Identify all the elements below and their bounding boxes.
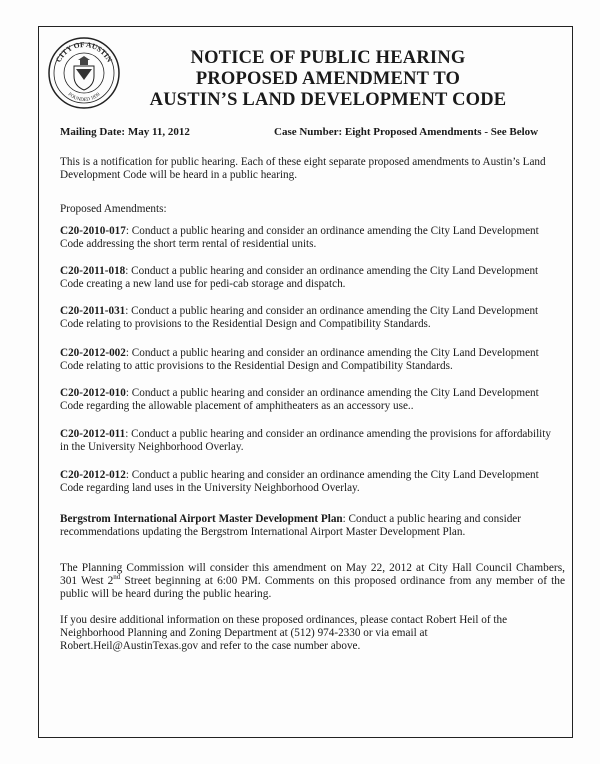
amendment-id: C20-2011-031 [60,305,126,317]
city-seal-icon [47,36,121,110]
page-title [128,48,528,111]
contact-paragraph: If you desire additional information on these proposed ordinances, please contact Robert Heil of the Neighborhood Planning and Zoning Department at (512) 974-2330 or via email at Robert.Heil@AustinTexas.gov and refer to the case number above. [60,614,508,652]
amendment-id: C20-2010-017 [60,225,126,237]
amendment-item [60,305,560,331]
mailing-date: Mailing Date: May 11, 2012 [60,126,190,138]
case-number: Case Number: Eight Proposed Amendments - See Below [274,126,539,138]
amendment-item [60,513,560,539]
title-line-1: NOTICE OF PUBLIC HEARING [190,48,466,68]
amendment-id: Bergstrom International Airport Master Development Plan [60,513,343,525]
hearing-text-start: The Planning Commission will consider this amendment on May 22, 2012 at City Hall Council Chambers, 301 West 2 [60,562,565,587]
amendment-text: : Conduct a public hearing and consider an ordinance amending the City Land Development Code relating to attic provisions to the Residential Design and Compatibility Standards. [60,347,539,372]
amendment-item [60,387,560,413]
amendment-text: : Conduct a public hearing and consider an ordinance amending the City Land Development Code relating to provisions to the Residential Design and Compatibility Standards. [60,305,539,330]
hearing-paragraph [60,562,565,601]
hearing-superscript: nd [113,573,121,582]
title-line-3: AUSTIN’S LAND DEVELOPMENT CODE [149,90,507,110]
amendment-text: : Conduct a public hearing and consider an ordinance amending the City Land Development Code addressing the short term rental of residential units. [60,225,539,250]
amendment-item [60,469,560,495]
amendment-id: C20-2011-018 [60,265,126,277]
amendment-id: C20-2012-010 [60,387,126,399]
amendment-item [60,347,560,373]
amendment-id: C20-2012-011 [60,428,126,440]
seal-text-bottom: FOUNDED 1839 [66,92,102,104]
intro-paragraph: This is a notification for public hearing. Each of these eight separate proposed amendments to Austin’s Land Development Code will be heard in a public hearing. [60,156,546,181]
amendment-item [60,428,560,454]
amendment-item [60,225,560,251]
seal-text-top: CITY OF AUSTIN [53,39,115,64]
amendment-text: : Conduct a public hearing and consider an ordinance amending the City Land Development Code creating a new land use for pedi-cab storage and dispatch. [60,265,539,290]
amendment-id: C20-2012-012 [60,469,126,481]
amendment-text: : Conduct a public hearing and consider an ordinance amending the provisions for affordability in the University Neighborhood Overlay. [60,428,551,453]
amendment-item [60,265,560,291]
amendment-text: : Conduct a public hearing and consider an ordinance amending the City Land Development Code regarding land uses in the University Neighborhood Overlay. [60,469,539,494]
amendments-heading: Proposed Amendments: [60,203,167,215]
amendment-text: : Conduct a public hearing and consider an ordinance amending the City Land Development Code regarding the allowable placement of amphitheaters as an accessory use.. [60,387,539,412]
hearing-text-end: Street beginning at 6:00 PM. Comments on this proposed ordinance from any member of the public will be heard during the public hearing. [60,575,566,600]
amendment-id: C20-2012-002 [60,347,126,359]
title-line-2: PROPOSED AMENDMENT TO [195,69,461,89]
svg-text:FOUNDED 1839 [67,92,102,103]
amendment-text: : Conduct a public hearing and consider recommendations updating the Bergstrom International Airport Master Development Plan. [60,513,521,538]
